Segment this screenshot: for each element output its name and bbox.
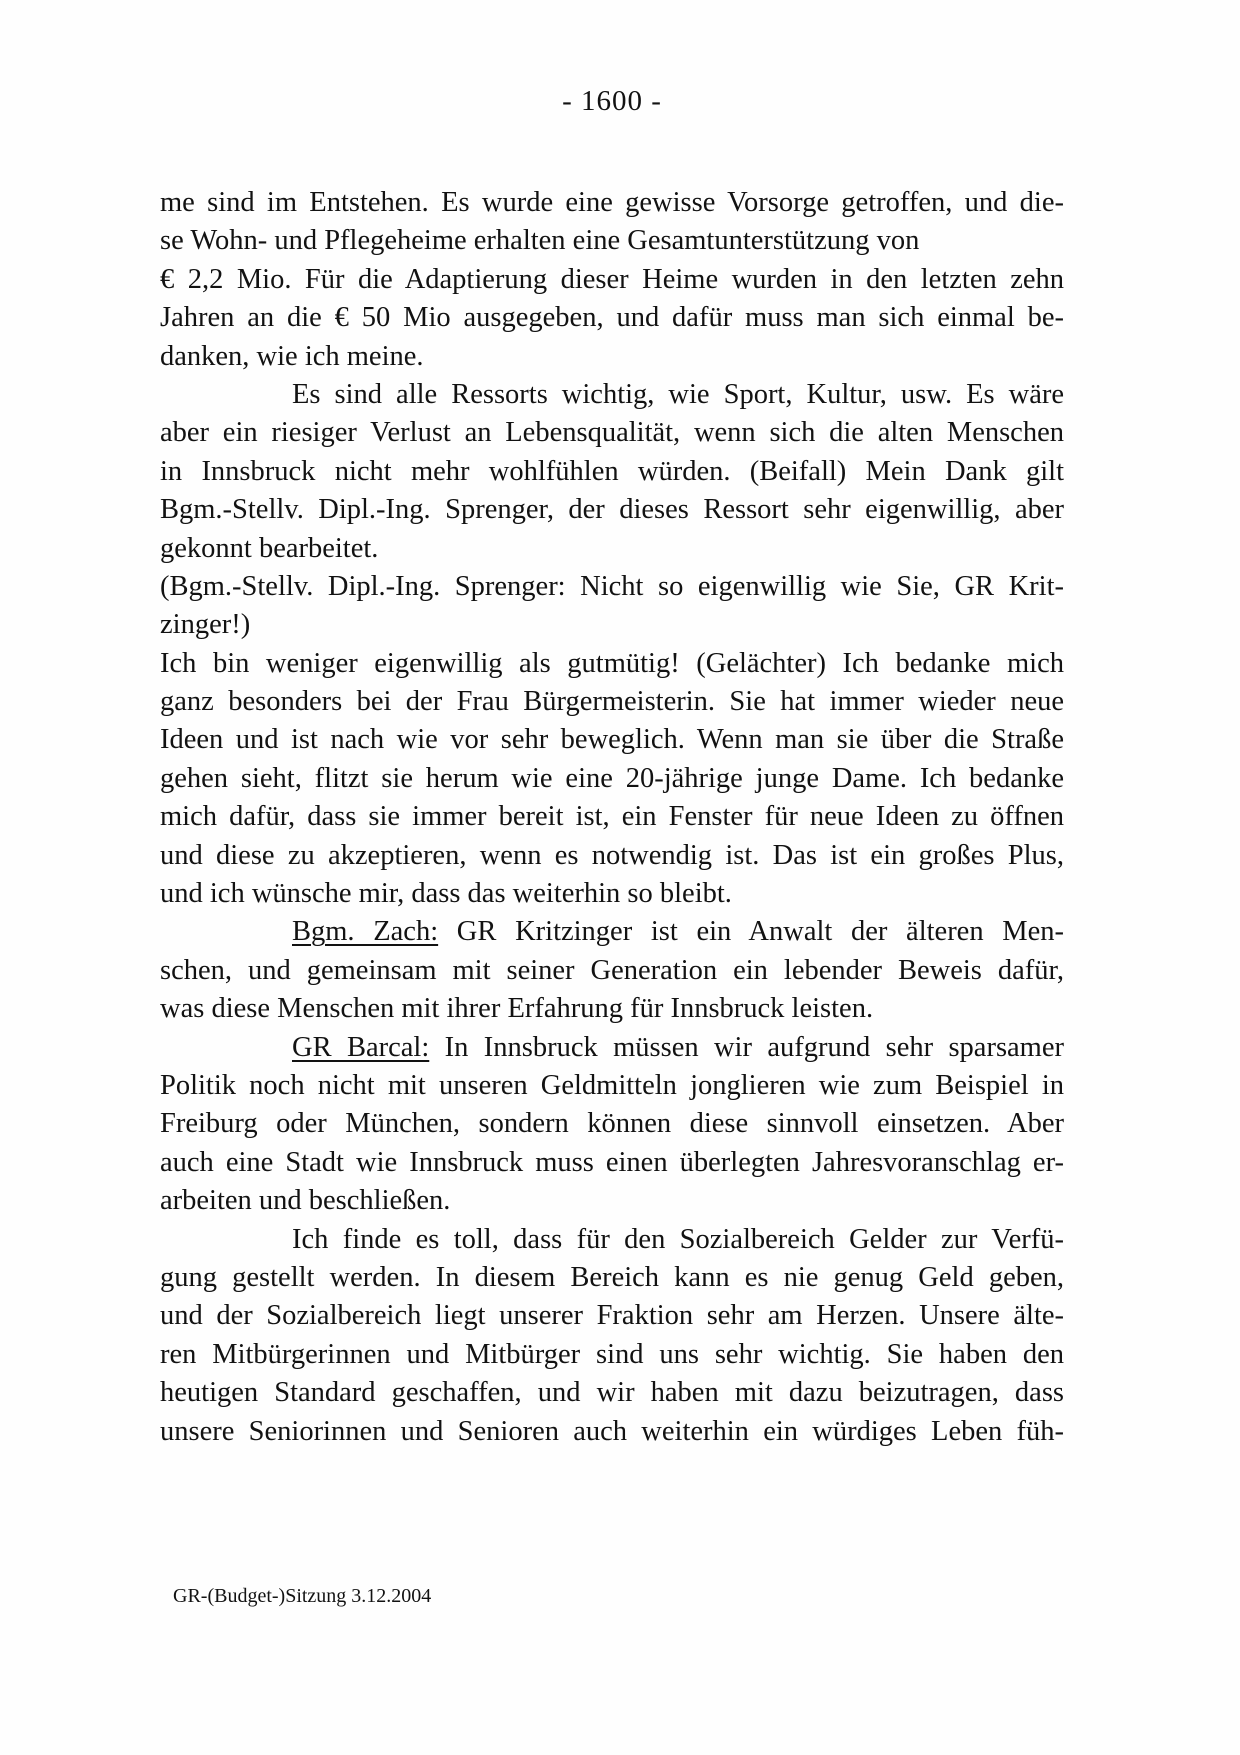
text-line <box>160 875 1064 913</box>
text-line <box>160 261 1064 299</box>
text-line <box>160 645 1064 683</box>
text-segment: und diese zu akzeptieren, wenn es notwendig ist. Das ist ein großes Plus, <box>160 839 1064 871</box>
text-segment: gekonnt bearbeitet. <box>160 532 379 564</box>
text-segment: me sind im Entstehen. Es wurde eine gewisse Vorsorge getroffen, und die- <box>160 187 1064 218</box>
text-segment: Ideen und ist nach wie vor sehr beweglich. Wenn man sie über die Straße <box>160 724 1064 756</box>
text-line <box>160 1374 1064 1412</box>
text-segment: Freiburg oder München, sondern können diese sinnvoll einsetzen. Aber <box>160 1108 1064 1140</box>
text-line <box>160 1297 1064 1335</box>
text-segment: und ich wünsche mir, dass das weiterhin so bleibt. <box>160 878 732 910</box>
speaker-name: Bgm. Zach: <box>292 916 439 948</box>
text-segment: und der Sozialbereich liegt unserer Fraktion sehr am Herzen. Unsere älte- <box>160 1300 1064 1332</box>
text-line <box>160 1105 1064 1143</box>
text-segment: In Innsbruck müssen wir aufgrund sehr sparsamer <box>429 1031 1064 1063</box>
text-line <box>160 683 1064 721</box>
text-segment: unsere Seniorinnen und Senioren auch weiterhin ein würdiges Leben füh- <box>160 1415 1064 1447</box>
text-segment: ren Mitbürgerinnen und Mitbürger sind uns sehr wichtig. Sie haben den <box>160 1338 1064 1370</box>
text-line <box>160 606 1064 644</box>
text-segment: arbeiten und beschließen. <box>160 1185 451 1217</box>
text-segment: Jahren an die € 50 Mio ausgegeben, und dafür muss man sich einmal be- <box>160 302 1064 334</box>
text-segment: in Innsbruck nicht mehr wohlfühlen würden. (Beifall) Mein Dank gilt <box>160 455 1064 487</box>
text-segment: € 2,2 Mio. Für die Adaptierung dieser Heime wurden in den letzten zehn <box>160 263 1064 295</box>
text-segment: Politik noch nicht mit unseren Geldmitteln jonglieren wie zum Beispiel in <box>160 1069 1064 1101</box>
text-segment: schen, und gemeinsam mit seiner Generation ein lebender Beweis dafür, <box>160 954 1064 986</box>
text-segment: gehen sieht, flitzt sie herum wie eine 20-jährige junge Dame. Ich bedanke <box>160 762 1064 794</box>
text-line <box>160 1067 1064 1105</box>
text-line <box>160 1336 1064 1374</box>
text-line <box>160 721 1064 759</box>
text-segment: aber ein riesiger Verlust an Lebensqualität, wenn sich die alten Menschen <box>160 417 1064 449</box>
text-line <box>160 1144 1064 1182</box>
text-line <box>160 414 1064 452</box>
text-segment: ganz besonders bei der Frau Bürgermeisterin. Sie hat immer wieder neue <box>160 686 1064 718</box>
text-line <box>160 837 1064 875</box>
text-segment: gung gestellt werden. In diesem Bereich kann es nie genug Geld geben, <box>160 1261 1064 1293</box>
text-line <box>160 338 1064 376</box>
text-line <box>160 913 1064 951</box>
text-line <box>160 1221 1064 1259</box>
text-line <box>160 184 1064 222</box>
speaker-name: GR Barcal: <box>292 1031 430 1063</box>
text-line <box>160 376 1064 414</box>
text-line <box>160 990 1064 1028</box>
footer-session-label: GR-(Budget-)Sitzung 3.12.2004 <box>173 1585 432 1607</box>
text-line <box>160 453 1064 491</box>
text-segment: (Bgm.-Stellv. Dipl.-Ing. Sprenger: Nicht so eigenwillig wie Sie, GR Krit- <box>160 570 1064 602</box>
page-number: - 1600 - <box>562 85 662 117</box>
text-line <box>160 1259 1064 1297</box>
text-segment: danken, wie ich meine. <box>160 340 424 372</box>
text-segment: mich dafür, dass sie immer bereit ist, ein Fenster für neue Ideen zu öffnen <box>160 801 1064 833</box>
text-line <box>160 299 1064 337</box>
text-line <box>160 530 1064 568</box>
text-segment: auch eine Stadt wie Innsbruck muss einen überlegten Jahresvoranschlag er- <box>160 1146 1064 1178</box>
text-segment: zinger!) <box>160 609 251 641</box>
text-segment: Es sind alle Ressorts wichtig, wie Sport, Kultur, usw. Es wäre <box>292 378 1064 410</box>
text-line <box>160 1182 1064 1220</box>
text-line <box>160 1413 1064 1451</box>
text-line <box>160 1029 1064 1067</box>
text-segment: se Wohn- und Pflegeheime erhalten eine Gesamtunterstützung von <box>160 225 920 257</box>
document-body <box>160 184 1064 1451</box>
text-line <box>160 760 1064 798</box>
text-segment: was diese Menschen mit ihrer Erfahrung für Innsbruck leisten. <box>160 993 874 1025</box>
text-segment: Ich bin weniger eigenwillig als gutmütig! (Gelächter) Ich bedanke mich <box>160 647 1064 679</box>
text-segment: heutigen Standard geschaffen, und wir haben mit dazu beizutragen, dass <box>160 1377 1064 1409</box>
text-segment: GR Kritzinger ist ein Anwalt der älteren Men- <box>438 916 1064 948</box>
text-line <box>160 222 1064 260</box>
text-segment: Ich finde es toll, dass für den Sozialbereich Gelder zur Verfü- <box>292 1223 1064 1255</box>
text-line <box>160 798 1064 836</box>
text-segment: Bgm.-Stellv. Dipl.-Ing. Sprenger, der dieses Ressort sehr eigenwillig, aber <box>160 494 1064 526</box>
text-line <box>160 952 1064 990</box>
text-line <box>160 568 1064 606</box>
text-line <box>160 491 1064 529</box>
